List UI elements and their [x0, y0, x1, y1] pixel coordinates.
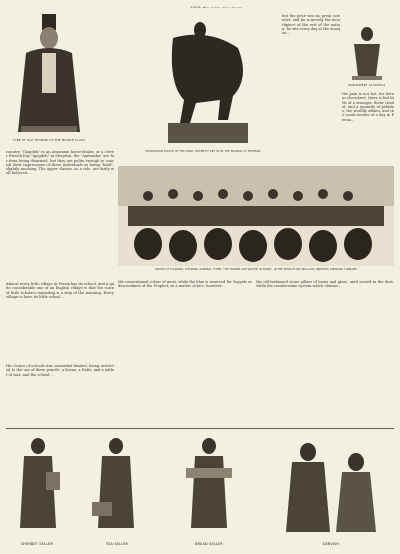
punishment-drawing — [342, 24, 392, 82]
dervish-drawing — [268, 432, 394, 540]
bread-seller-drawing — [178, 432, 240, 540]
caption-tea-seller: TEA SELLER — [105, 542, 129, 546]
text-column-right-mid: the old-fashioned stone pillars of brass and glass, until seated in the dust, while the cumbersome system which obtains... — [256, 280, 394, 289]
illustration-equestrian-statue — [138, 8, 278, 148]
caption-tehran-gentleman: TYPE OF OLD TEHRANI OF THE MIDDLE CLASS — [12, 138, 86, 142]
caption-sherbet-seller: SHERBET SELLER — [20, 542, 54, 546]
text-column-left-3: His choice of schools was somewhat limited, being restricted to the use of three pencils: a Koran, a Hafiz, and a tablet of wax, and the school... — [6, 364, 114, 377]
illustration-dervish — [268, 432, 394, 540]
caption-pilgrims: GROUP OF PILGRIMS, SHOWING GENERAL TYPES: THE WOMEN ARE SEATED IN FRONT, IN THE MIDDLE ARE MULLAHS (PRIESTS) WEARING TURBANS — [155, 268, 357, 271]
caption-dervish: DERVISH — [322, 542, 340, 546]
equestrian-statue-drawing — [138, 8, 278, 148]
illustration-tea-seller — [86, 432, 148, 540]
text-column-right-punishment: the pain is not hot, for here as elsewhere, there is but little of a stranger, these citadel; and a quantity of pebbles; the worldly affairs, and the usual routine of a day in Persia... — [342, 92, 394, 122]
text-column-left: country "Ojagdeh" to an Armenian horse-dealer, or a clever French boy "Ajagdeh" in Sheydun, the "Ambaisha" are far from being disarmed, but they are polite enough to conceal their impressions of these individuals as being "hind", slightly mocking. The upper classes, as a rule, are fairly well-behaved... — [6, 150, 114, 176]
illustration-sherbet-seller — [6, 432, 68, 540]
tehran-gentleman-drawing — [6, 8, 92, 136]
sherbet-seller-drawing — [6, 432, 68, 540]
text-column-left-2: Almost every little village in Persia has its school, and a quite considerable one of an English village is that the voice of little scholars repeating is a drip of the morning. Every village to have its little school... — [6, 282, 114, 299]
illustration-tehran-gentleman — [6, 8, 92, 136]
text-column-right-top: but the price was no great scientist, and he is merely the mouthpiece of the rest of the nation; he sits every day at the mosque... — [282, 14, 340, 36]
tea-seller-drawing — [86, 432, 148, 540]
pilgrims-drawing — [118, 166, 394, 266]
caption-equestrian: EQUESTRIAN STATUE OF THE SHAH, RECENTLY SET UP IN THE MAIDAN, AT TEHERAN — [145, 150, 261, 153]
caption-bread-seller: BREAD SELLER — [195, 542, 223, 546]
section-divider — [6, 428, 394, 429]
illustration-bread-seller — [178, 432, 240, 540]
text-column-middle: the conventional colour of meat, while the blue is reserved for Sayyids or descendants of the Prophet; as a matter of fact, however... — [118, 280, 252, 289]
illustration-punishment — [342, 24, 392, 82]
caption-punishment: PUNISHMENT AT SCHOOL — [348, 84, 386, 87]
illustration-pilgrims-group — [118, 166, 394, 266]
